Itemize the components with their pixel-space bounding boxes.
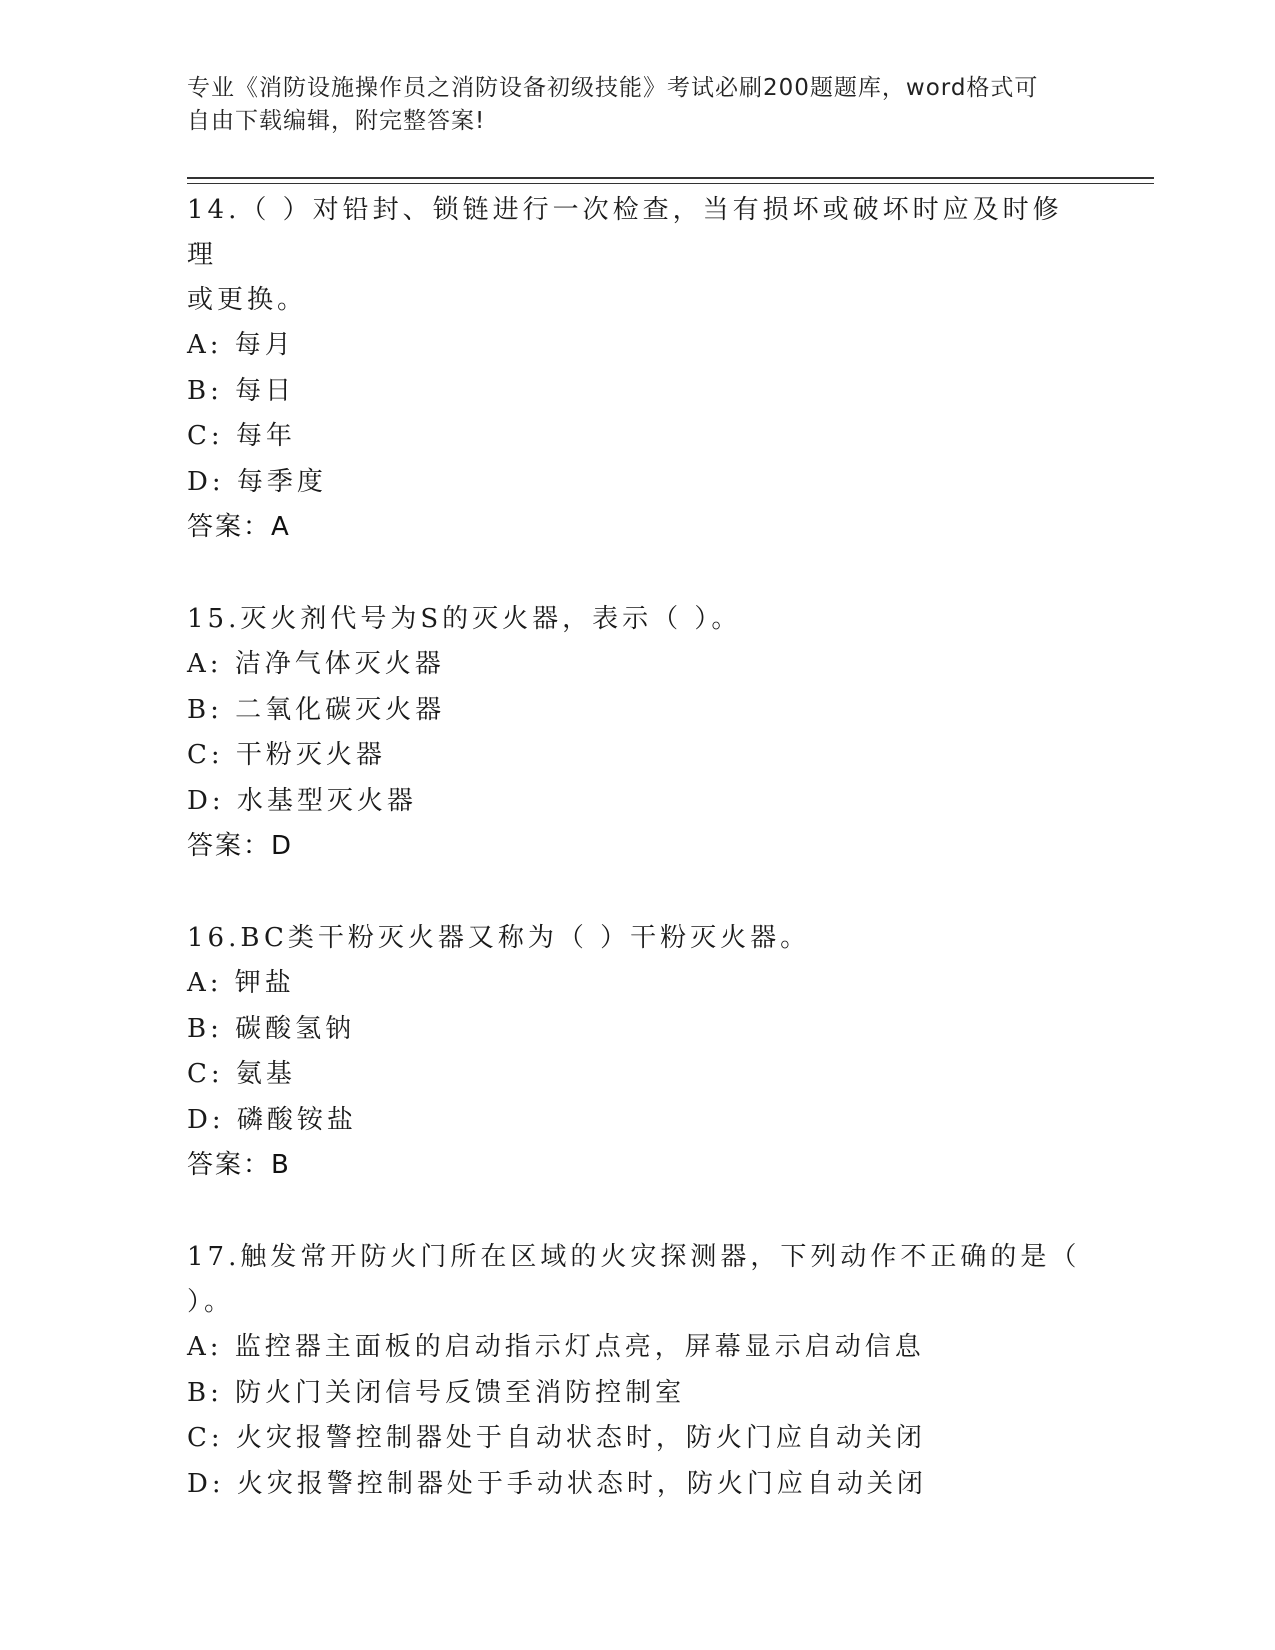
- header-line-2: 自由下载编辑，附完整答案!: [187, 108, 486, 134]
- option-a: A: 钾盐: [187, 968, 295, 998]
- option-b: B: 每日: [187, 375, 296, 406]
- header-divider-thin: [187, 183, 1154, 184]
- header-divider-thick: [187, 177, 1154, 179]
- question-15: [187, 597, 1087, 869]
- question-gap: [187, 1188, 1087, 1235]
- header-line-1: 专业《消防设施操作员之消防设备初级技能》考试必刷200题题库，word格式可: [187, 75, 1039, 101]
- option-a: A: 每月: [187, 330, 295, 360]
- option-c: C: 火灾报警控制器处于自动状态时，防火门应自动关闭: [187, 1423, 926, 1453]
- option-c: C: 氨基: [187, 1059, 296, 1089]
- question-stem: 17.触发常开防火门所在区域的火灾探测器，下列动作不正确的是（: [187, 1242, 1081, 1272]
- option-b: B: 防火门关闭信号反馈至消防控制室: [187, 1377, 686, 1408]
- question-17: [187, 1235, 1087, 1507]
- question-16: [187, 916, 1087, 1188]
- answer-line: 答案：B: [187, 1150, 291, 1180]
- option-d: D: 每季度: [187, 466, 327, 497]
- answer-line: 答案：D: [187, 831, 294, 861]
- question-stem: 15.灭火剂代号为S的灭火器，表示（ ）。: [187, 604, 742, 634]
- question-14: [187, 188, 1087, 550]
- question-list: [187, 188, 1087, 1507]
- option-b: B: 碳酸氢钠: [187, 1013, 356, 1044]
- question-gap: [187, 869, 1087, 916]
- option-a: A: 监控器主面板的启动指示灯点亮，屏幕显示启动信息: [187, 1332, 925, 1362]
- option-c: C: 干粉灭火器: [187, 740, 386, 770]
- question-gap: [187, 550, 1087, 597]
- question-stem: 14.（ ）对铅封、锁链进行一次检查，当有损坏或破坏时应及时修理: [187, 195, 1063, 270]
- option-d: D: 水基型灭火器: [187, 785, 417, 816]
- question-stem: 16.BC类干粉灭火器又称为（ ）干粉灭火器。: [187, 923, 811, 953]
- answer-line: 答案：A: [187, 512, 291, 542]
- option-a: A: 洁净气体灭火器: [187, 649, 445, 679]
- question-stem-continued: 或更换。: [187, 285, 308, 315]
- question-stem-continued: ）。: [187, 1287, 235, 1317]
- option-c: C: 每年: [187, 421, 296, 451]
- option-d: D: 磷酸铵盐: [187, 1104, 357, 1135]
- option-d: D: 火灾报警控制器处于手动状态时，防火门应自动关闭: [187, 1468, 927, 1499]
- document-header: [187, 72, 1087, 138]
- option-b: B: 二氧化碳灭火器: [187, 694, 446, 725]
